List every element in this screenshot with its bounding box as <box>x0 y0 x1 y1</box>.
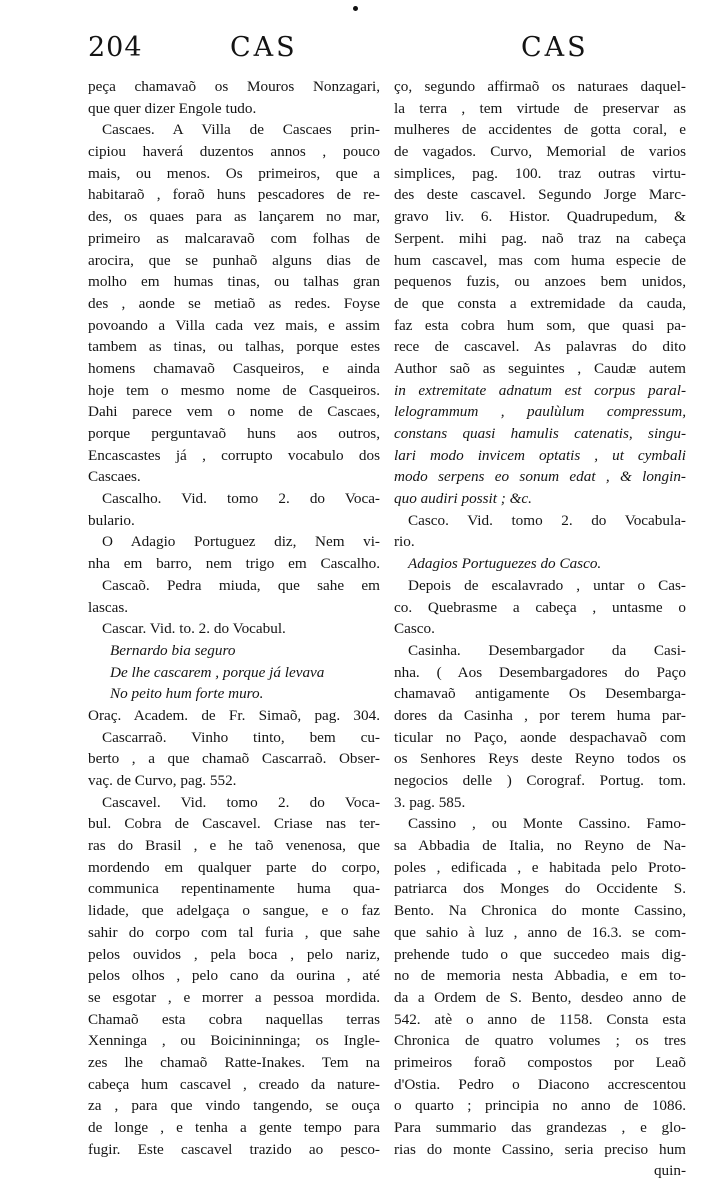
text-line: rias do monte Cassino, seria preciso hum <box>394 1140 686 1158</box>
text-line: cabeça hum cascavel , creado da nature- <box>88 1075 380 1093</box>
right-running-head: CAS <box>521 32 589 63</box>
text-line: nha. ( Aos Desembargadores do Paço <box>394 663 686 681</box>
text-line: Casco. Vid. tomo 2. do Vocabula- <box>408 511 686 529</box>
text-line: homens chamavaõ Casqueiros, e ainda <box>88 359 380 377</box>
text-line: de vagados. Curvo, Memorial de varios <box>394 143 686 161</box>
text-line: faz esta cobra hum som, que quasi pa- <box>394 316 686 334</box>
text-line: Dahi parece vem o nome de Cascaes, <box>88 403 380 421</box>
text-line: quo audiri possit ; &c. <box>394 490 532 508</box>
text-line: co. Quebrasme a cabeça , untasme o <box>394 598 686 616</box>
text-line: Author saõ as seguintes , Caudæ autem <box>394 359 686 377</box>
text-line: lari modo invicem optatis , ut cymbali <box>394 446 686 464</box>
text-line: de que consta a extremidade da cauda, <box>394 294 686 312</box>
right-column <box>394 76 686 1182</box>
text-line: tambem as tinas, ou talhas, porque estes <box>88 338 380 356</box>
text-line: bul. Cobra de Cascavel. Criase nas ter- <box>88 815 380 833</box>
text-line: in extremitate adnatum est corpus paral- <box>394 381 686 399</box>
text-line: des deste cascavel. Segundo Jorge Marc- <box>394 186 686 204</box>
text-line: Chronica de quatro volumes ; os tres <box>394 1032 686 1050</box>
text-line: Serpent. mihi pag. naõ traz na cabeça <box>394 229 686 247</box>
text-line: des , aonde se metiaõ as redes. Foyse <box>88 294 380 312</box>
text-line: rece de cascavel. As palavras do dito <box>394 338 686 356</box>
text-line: peça chamavaõ os Mouros Nonzagari, <box>88 78 380 95</box>
text-line: Oraç. Academ. de Fr. Simaõ, pag. 304. <box>88 706 380 724</box>
text-line: Para summario das grandezas , e glo- <box>394 1119 686 1136</box>
text-line: 542. atè o anno de 1158. Consta esta <box>394 1010 686 1028</box>
text-line: fugir. Este cascavel trazido ao pesco- <box>88 1140 380 1158</box>
text-line: pequenos fuzis, ou anzoes bem unidos, <box>394 273 686 291</box>
text-line: hoje tem o mesmo nome de Casqueiros. <box>88 381 380 399</box>
text-line: Cascar. Vid. to. 2. do Vocabul. <box>102 620 286 638</box>
text-line: Cascaõ. Pedra miuda, que sahe em <box>102 576 380 594</box>
text-line: pelos ouvidos , pela boca , pelo nariz, <box>88 945 380 963</box>
text-line: lascas. <box>88 598 129 616</box>
text-line: mulheres de accidentes de gotta coral, e <box>394 121 686 139</box>
text-line: quin- <box>653 1162 686 1180</box>
text-line: hum cascavel, mas com huma especie de <box>394 251 686 269</box>
text-line: des, os quaes para as lançarem no mar, <box>88 208 380 226</box>
text-line: da a Ordem de S. Bento, desdeo anno de <box>394 988 686 1006</box>
text-line: O Adagio Portuguez diz, Nem vi- <box>102 533 380 551</box>
ink-dot <box>353 6 358 11</box>
text-line: Cascavel. Vid. tomo 2. do Voca- <box>102 793 380 811</box>
text-line: la terra , tem virtude de preservar as <box>394 99 686 117</box>
text-line: ras do Brasil , e he taõ venenosa, que <box>88 837 380 855</box>
text-line: arocira, que se punhaõ alguns dias de <box>88 251 380 269</box>
text-line: primeiros foraõ compostos por Leaõ <box>394 1053 686 1071</box>
text-line: Encascastes já , corrupto vocabulo dos <box>88 446 380 464</box>
text-line: se esgotar , e morrer a pessoa mordida. <box>88 988 380 1006</box>
text-line: molho em humas tinas, ou talhas gran <box>88 273 380 291</box>
text-line: prehende tudo o que succedeo mais dig- <box>394 945 686 963</box>
text-line: ço, segundo affirmaõ os naturaes daquel- <box>394 78 686 95</box>
text-line: Adagios Portuguezes do Casco. <box>408 555 602 573</box>
text-line: que quer dizer Engole tudo. <box>88 99 257 117</box>
text-line: Xenninga , ou Boicininninga; os Ingle- <box>88 1032 380 1050</box>
text-line: berto , a que chamaõ Cascarraõ. Obser- <box>88 750 380 768</box>
text-line: o quarto ; principia no anno de 1086. <box>394 1097 686 1115</box>
text-line: rio. <box>394 533 415 551</box>
text-line: Cascalho. Vid. tomo 2. do Voca- <box>102 490 380 508</box>
text-line: Casinha. Desembargador da Casi- <box>408 641 686 659</box>
text-line: sa Abbadia de Italia, no Reyno de Na- <box>394 837 686 855</box>
text-line: chamavaõ antigamente Os Desembarga- <box>394 685 686 703</box>
text-line: habitaraõ , foraõ huns pescadores de re- <box>88 186 380 204</box>
text-line: negocios delle ) Corograf. Portug. tom. <box>394 772 686 789</box>
text-line: simplices, pag. 100. traz outras virtu- <box>394 164 686 182</box>
text-line: porque perguntavaõ huns aos outros, <box>88 425 380 442</box>
left-column <box>88 76 380 1160</box>
text-line: primeiro as malcaravaõ com folhas de <box>88 229 380 247</box>
text-line: lelogrammum , paulùlum compressum, <box>394 403 686 421</box>
text-line: que sahio à luz , anno de 16.3. se com- <box>394 923 686 941</box>
text-line: dores da Casinha , por terem huma par- <box>394 706 686 724</box>
text-line: 3. pag. 585. <box>394 793 466 811</box>
text-line: Bento. Na Chronica do monte Cassino, <box>394 902 686 920</box>
text-line: de longe , e tenha a gente tempo para <box>88 1119 380 1136</box>
text-line: No peito hum forte muro. <box>110 685 264 703</box>
text-line: patriarca dos Monges do Occidente S. <box>394 880 686 898</box>
text-line: modo serpens eo sonum edat , & longin- <box>394 468 686 486</box>
page-number: 204 <box>88 32 143 63</box>
text-line: ticular no Paço, aonde despachavaõ com <box>394 728 686 746</box>
text-line: povoando a Villa cada vez mais, e assim <box>88 316 380 334</box>
text-line: cipiou haverá duzentos annos , pouco <box>88 143 380 161</box>
text-line: Cascaes. A Villa de Cascaes prin- <box>102 121 380 139</box>
text-line: vaç. de Curvo, pag. 552. <box>88 772 237 789</box>
text-line: sahir do corpo com tal furia , que sahe <box>88 923 380 941</box>
text-line: d'Ostia. Pedro o Diacono accrescentou <box>394 1075 686 1093</box>
running-header <box>88 30 688 80</box>
text-line: lidade, que adelgaça o sangue, e o faz <box>88 902 380 920</box>
left-running-head: CAS <box>230 32 298 63</box>
text-line: poles , edificada , e habitada pelo Proto- <box>394 858 686 876</box>
text-line: De lhe cascarem , porque já levava <box>110 663 325 681</box>
text-line: Cascarraõ. Vinho tinto, bem cu- <box>102 728 380 746</box>
text-line: Bernardo bia seguro <box>110 641 236 659</box>
text-line: communica repentinamente huma qua- <box>88 880 380 898</box>
text-line: Casco. <box>394 620 435 638</box>
text-line: no de memoria nesta Abbadia, e em to- <box>394 967 686 985</box>
text-line: pelos olhos , pelo cano da ourina , até <box>88 967 380 985</box>
text-line: mais, ou menos. Os primeiros, que a <box>88 164 380 182</box>
text-line: za , para que vindo tangendo, se ouça <box>88 1097 380 1115</box>
text-line: Cascaes. <box>88 468 141 486</box>
text-line: gravo liv. 6. Histor. Quadrupedum, & <box>394 208 686 226</box>
text-line: Chamaõ esta cobra naquellas terras <box>88 1010 380 1028</box>
text-line: bulario. <box>88 511 135 529</box>
text-line: zes lhe chamaõ Ratte-Inakes. Tem na <box>88 1053 380 1071</box>
text-line: Depois de escalavrado , untar o Cas- <box>408 576 686 594</box>
text-line: Cassino , ou Monte Cassino. Famo- <box>408 815 686 833</box>
text-line: nha em barro, nem trigo em Cascalho. <box>88 555 380 573</box>
text-line: constans quasi hamulis catenatis, singu- <box>394 425 686 442</box>
text-line: mordendo em qualquer parte do corpo, <box>88 858 380 876</box>
text-line: os Senhores Reys deste Reyno todos os <box>394 750 686 768</box>
